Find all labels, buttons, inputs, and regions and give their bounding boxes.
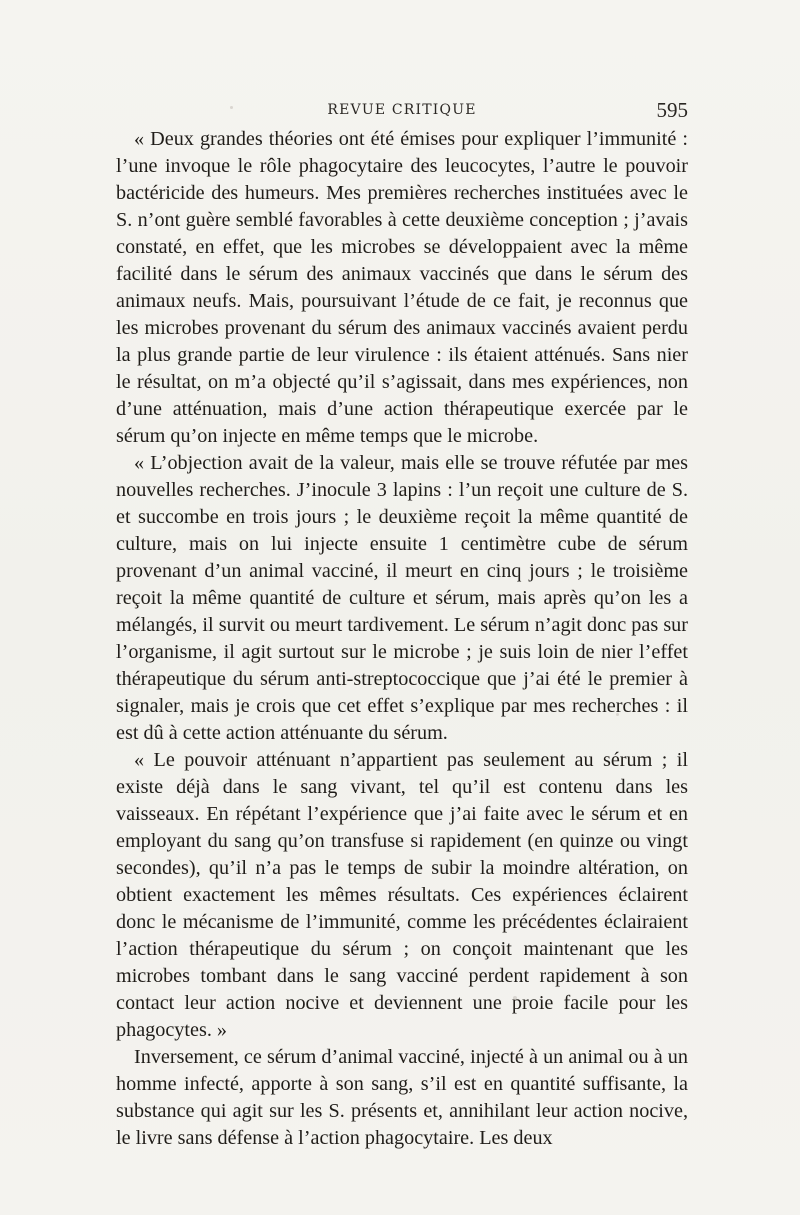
paragraph-1: « Deux grandes théories ont été émises pour expliquer l’immunité : l’une invoque le rôle phagocytaire des leucocytes, l’autre le pouvoir bactéricide des humeurs. Mes premières recherches instituées avec le S. n’ont guère semblé favorables à cette deuxième conception ; j’avais constaté, en effet, que les microbes se développaient avec la même facilité dans le sérum des animaux vaccinés que dans le sérum des animaux neufs. Mais, poursuivant l’étude de ce fait, je reconnus que les microbes provenant du sérum des animaux vaccinés avaient perdu la plus grande partie de leur virulence : ils étaient atténués. Sans nier le résultat, on m’a objecté qu’il s’agissait, dans mes expériences, non d’une atténuation, mais d’une action thérapeutique exercée par le sérum qu’on injecte en même temps que le microbe. [116, 128, 688, 447]
paragraph-4: Inversement, ce sérum d’animal vacciné, injecté à un animal ou à un homme infecté, apporte à son sang, s’il est en quantité suffisante, la substance qui agit sur les S. présents et, annihilant leur action nocive, le livre sans défense à l’action phagocytaire. Les deux [116, 1046, 688, 1149]
paper-speckle [230, 106, 233, 109]
paper-speckle [120, 1138, 122, 1140]
paper-speckle [513, 996, 517, 1000]
paragraph-2: « L’objection avait de la valeur, mais elle se trouve réfutée par mes nouvelles recherches. J’inocule 3 lapins : l’un reçoit une culture de S. et succombe en trois jours ; le deuxième reçoit la même quantité de culture, mais on lui injecte ensuite 1 centimètre cube de sérum provenant d’un animal vacciné, il meurt en cinq jours ; le troisième reçoit la même quantité de culture et sérum, mais après qu’on les a mélangés, il survit ou meurt tardivement. Le sérum n’agit donc pas sur l’organisme, il agit surtout sur le microbe ; je suis loin de nier l’effet thérapeutique du sérum anti-streptococcique que j’ai été le premier à signaler, mais je crois que cet effet s’explique par mes recherches : il est dû à cette action atténuante du sérum. [116, 452, 688, 744]
running-title: REVUE CRITIQUE [327, 102, 477, 118]
page-header [116, 98, 688, 122]
paragraph-3: « Le pouvoir atténuant n’appartient pas seulement au sérum ; il existe déjà dans le sang vivant, tel qu’il est contenu dans les vaisseaux. En répétant l’expérience que j’ai faite avec le sérum et en employant du sang qu’on transfuse si rapidement (en quinze ou vingt secondes), qu’il n’a pas le temps de subir la moindre altération, on obtient exactement les mêmes résultats. Ces expériences éclairent donc le mécanisme de l’immunité, comme les précédentes éclairaient l’action thérapeutique du sérum ; on conçoit maintenant que les microbes tombant dans le sang vacciné perdent rapidement à son contact leur action nocive et deviennent une proie facile pour les phagocytes. » [116, 749, 688, 1041]
paper-speckle [616, 713, 619, 716]
main-text [116, 126, 688, 1152]
page-number: 595 [656, 98, 688, 122]
